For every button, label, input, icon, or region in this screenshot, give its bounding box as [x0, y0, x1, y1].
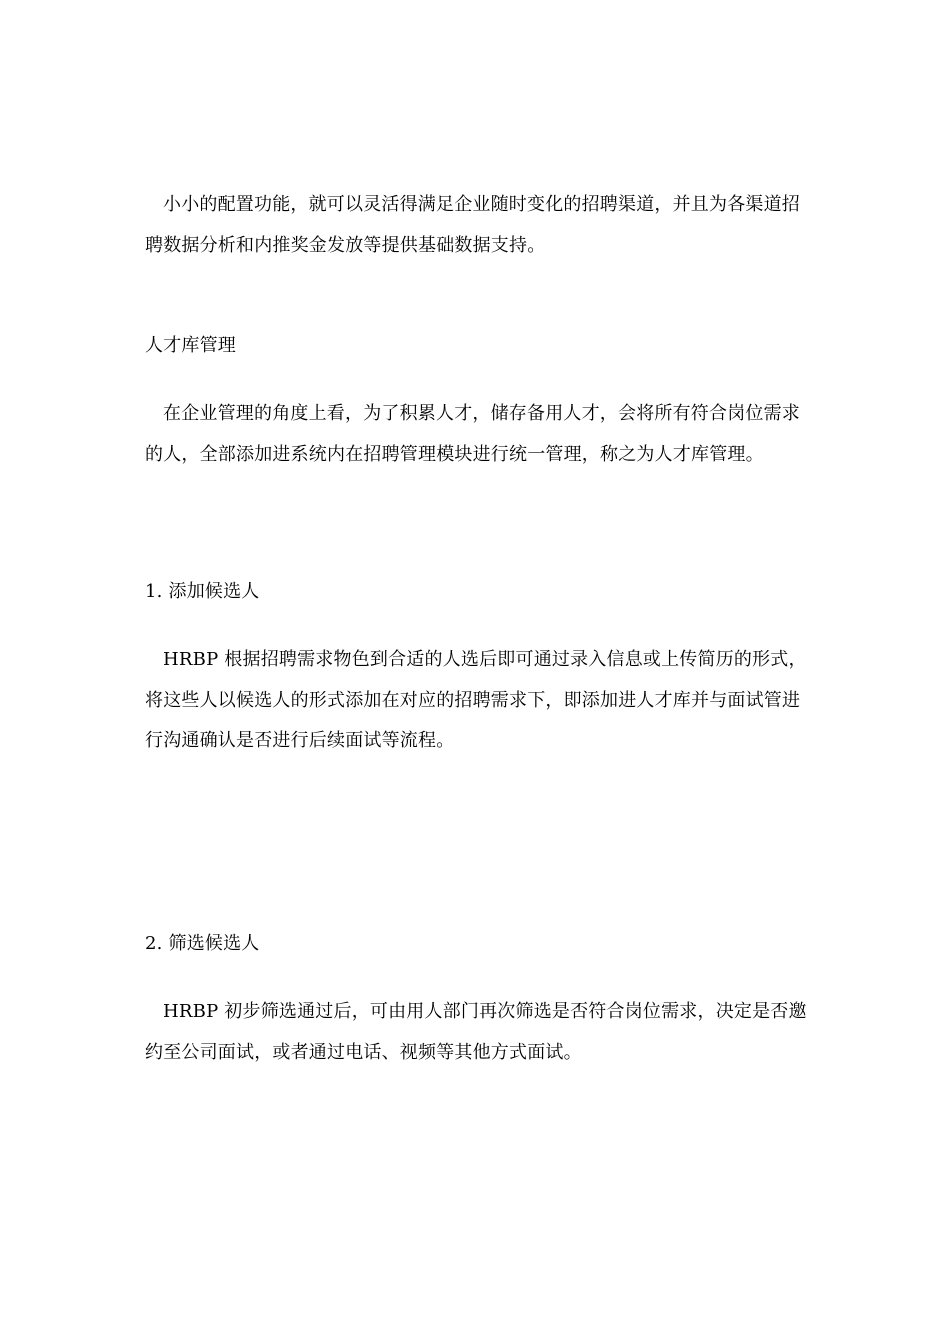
paragraph-screen-candidate: HRBP 初步筛选通过后，可由用人部门再次筛选是否符合岗位需求，决定是否邀约至公司面试，或者通过电话、视频等其他方式面试。	[145, 1001, 807, 1063]
heading-screen-candidate: 2. 筛选候选人	[145, 933, 260, 954]
heading-talent-pool-management: 人才库管理	[145, 335, 236, 356]
heading-add-candidate: 1. 添加候选人	[145, 581, 260, 602]
paragraph-add-candidate: HRBP 根据招聘需求物色到合适的人选后即可通过录入信息或上传简历的形式，将这些人以候选人的形式添加在对应的招聘需求下，即添加进人才库并与面试管进行沟通确认是否进行后续面试等流程。	[145, 649, 807, 751]
paragraph-talent-pool-description: 在企业管理的角度上看，为了积累人才，储存备用人才，会将所有符合岗位需求的人，全部添加进系统内在招聘管理模块进行统一管理，称之为人才库管理。	[145, 403, 800, 465]
paragraph-config-function: 小小的配置功能，就可以灵活得满足企业随时变化的招聘渠道，并且为各渠道招聘数据分析和内推奖金发放等提供基础数据支持。	[145, 194, 800, 256]
